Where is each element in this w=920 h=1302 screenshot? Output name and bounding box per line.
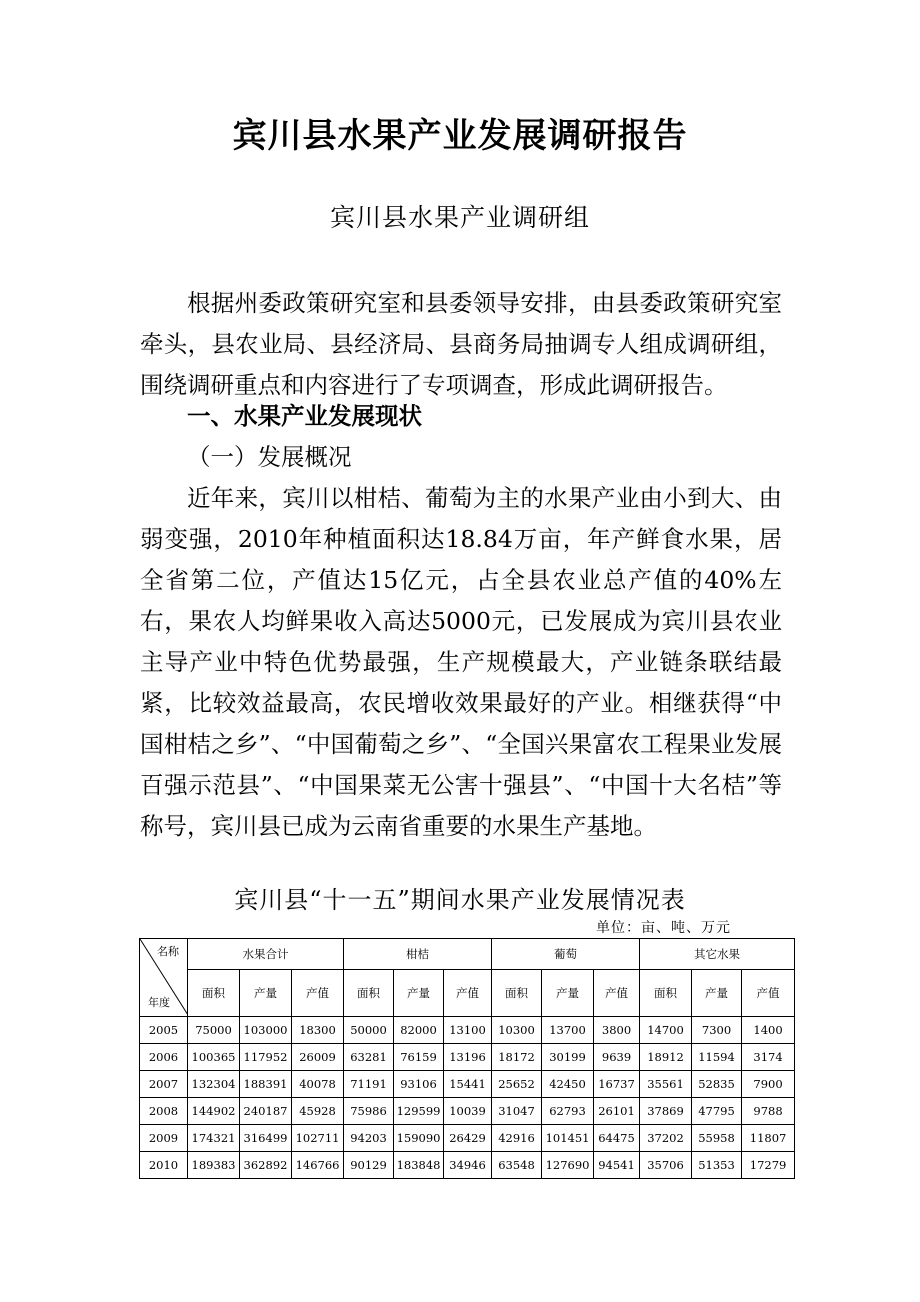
value-cell: 10300: [492, 1017, 542, 1044]
value-cell: 103000: [240, 1017, 292, 1044]
subcol-header: 产量: [240, 970, 292, 1017]
value-cell: 63548: [492, 1152, 542, 1179]
value-cell: 51353: [692, 1152, 742, 1179]
value-cell: 240187: [240, 1098, 292, 1125]
value-cell: 188391: [240, 1071, 292, 1098]
value-cell: 76159: [394, 1044, 444, 1071]
value-cell: 13100: [444, 1017, 492, 1044]
value-cell: 144902: [188, 1098, 240, 1125]
table-unit: 单位：亩、吨、万元: [596, 920, 731, 936]
value-cell: 1400: [742, 1017, 795, 1044]
value-cell: 30199: [542, 1044, 594, 1071]
value-cell: 3800: [594, 1017, 640, 1044]
value-cell: 16737: [594, 1071, 640, 1098]
value-cell: 11807: [742, 1125, 795, 1152]
value-cell: 25652: [492, 1071, 542, 1098]
table-row: [140, 1098, 795, 1125]
value-cell: 7900: [742, 1071, 795, 1098]
value-cell: 50000: [344, 1017, 394, 1044]
year-cell: 2006: [140, 1044, 188, 1071]
value-cell: 9788: [742, 1098, 795, 1125]
value-cell: 10039: [444, 1098, 492, 1125]
table-header-row: [140, 939, 795, 970]
value-cell: 132304: [188, 1071, 240, 1098]
subcol-header: 面积: [344, 970, 394, 1017]
table-row: [140, 1152, 795, 1179]
section-heading: 一、水果产业发展现状: [187, 402, 422, 430]
table-row: [140, 1044, 795, 1071]
value-cell: 159090: [394, 1125, 444, 1152]
year-cell: 2008: [140, 1098, 188, 1125]
table-row: [140, 1125, 795, 1152]
report-author: 宾川县水果产业调研组: [329, 203, 590, 232]
value-cell: 35706: [640, 1152, 692, 1179]
value-cell: 75986: [344, 1098, 394, 1125]
value-cell: 52835: [692, 1071, 742, 1098]
value-cell: 18300: [292, 1017, 344, 1044]
subcol-header: 产量: [692, 970, 742, 1017]
value-cell: 75000: [188, 1017, 240, 1044]
fruit-data-table: [139, 938, 795, 1179]
corner-label-year: 年度: [148, 996, 170, 1009]
table-corner-cell: [140, 939, 188, 1017]
value-cell: 26429: [444, 1125, 492, 1152]
value-cell: 13196: [444, 1044, 492, 1071]
value-cell: 26101: [594, 1098, 640, 1125]
value-cell: 189383: [188, 1152, 240, 1179]
subcol-header: 产值: [594, 970, 640, 1017]
value-cell: 64475: [594, 1125, 640, 1152]
value-cell: 62793: [542, 1098, 594, 1125]
value-cell: 55958: [692, 1125, 742, 1152]
value-cell: 183848: [394, 1152, 444, 1179]
group-header: 柑桔: [344, 939, 492, 970]
value-cell: 47795: [692, 1098, 742, 1125]
value-cell: 82000: [394, 1017, 444, 1044]
value-cell: 42916: [492, 1125, 542, 1152]
value-cell: 63281: [344, 1044, 394, 1071]
year-cell: 2009: [140, 1125, 188, 1152]
value-cell: 15441: [444, 1071, 492, 1098]
group-header: 葡萄: [492, 939, 640, 970]
value-cell: 34946: [444, 1152, 492, 1179]
report-title: 宾川县水果产业发展调研报告: [232, 116, 688, 156]
value-cell: 94203: [344, 1125, 394, 1152]
value-cell: 7300: [692, 1017, 742, 1044]
year-cell: 2007: [140, 1071, 188, 1098]
value-cell: 13700: [542, 1017, 594, 1044]
value-cell: 90129: [344, 1152, 394, 1179]
value-cell: 94541: [594, 1152, 640, 1179]
value-cell: 18172: [492, 1044, 542, 1071]
group-header: 其它水果: [640, 939, 795, 970]
subcol-header: 产量: [394, 970, 444, 1017]
value-cell: 17279: [742, 1152, 795, 1179]
value-cell: 35561: [640, 1071, 692, 1098]
value-cell: 117952: [240, 1044, 292, 1071]
subcol-header: 产值: [444, 970, 492, 1017]
value-cell: 31047: [492, 1098, 542, 1125]
value-cell: 127690: [542, 1152, 594, 1179]
year-cell: 2010: [140, 1152, 188, 1179]
group-header: 水果合计: [188, 939, 344, 970]
table-row: [140, 1071, 795, 1098]
value-cell: 3174: [742, 1044, 795, 1071]
overview-paragraph: 近年来，宾川以柑桔、葡萄为主的水果产业由小到大、由弱变强，2010年种植面积达18.84万亩，年产鲜食水果，居全省第二位，产值达15亿元，占全县农业总产值的40%左右，果农人均鲜果收入高达5000元，已发展成为宾川县农业主导产业中特色优势最强，生产规模最大，产业链条联结最紧，比较效益最高，农民增收效果最好的产业。相继获得“中国柑桔之乡”、“中国葡萄之乡”、“全国兴果富农工程果业发展百强示范县”、“中国果菜无公害十强县”、“中国十大名桔”等称号，宾川县已成为云南省重要的水果生产基地。: [140, 484, 782, 840]
intro-paragraph: 根据州委政策研究室和县委领导安排，由县委政策研究室牵头，县农业局、县经济局、县商务局抽调专人组成调研组，围绕调研重点和内容进行了专项调查，形成此调研报告。: [140, 289, 782, 399]
value-cell: 316499: [240, 1125, 292, 1152]
value-cell: 146766: [292, 1152, 344, 1179]
table-body: [140, 1017, 795, 1179]
value-cell: 14700: [640, 1017, 692, 1044]
value-cell: 42450: [542, 1071, 594, 1098]
subcol-header: 产量: [542, 970, 594, 1017]
subcol-header: 面积: [188, 970, 240, 1017]
subcol-header: 面积: [492, 970, 542, 1017]
value-cell: 9639: [594, 1044, 640, 1071]
corner-label-name: 名称: [157, 945, 179, 958]
value-cell: 101451: [542, 1125, 594, 1152]
value-cell: 37202: [640, 1125, 692, 1152]
value-cell: 102711: [292, 1125, 344, 1152]
table-title: 宾川县“十一五”期间水果产业发展情况表: [234, 886, 686, 914]
value-cell: 362892: [240, 1152, 292, 1179]
subcol-header: 产值: [742, 970, 795, 1017]
subcol-header: 面积: [640, 970, 692, 1017]
value-cell: 71191: [344, 1071, 394, 1098]
value-cell: 45928: [292, 1098, 344, 1125]
value-cell: 40078: [292, 1071, 344, 1098]
value-cell: 37869: [640, 1098, 692, 1125]
subcol-header: 产值: [292, 970, 344, 1017]
value-cell: 18912: [640, 1044, 692, 1071]
value-cell: 26009: [292, 1044, 344, 1071]
table-subheader-row: [140, 970, 795, 1017]
value-cell: 100365: [188, 1044, 240, 1071]
value-cell: 93106: [394, 1071, 444, 1098]
value-cell: 129599: [394, 1098, 444, 1125]
value-cell: 174321: [188, 1125, 240, 1152]
table-row: [140, 1017, 795, 1044]
value-cell: 11594: [692, 1044, 742, 1071]
subsection-heading: （一）发展概况: [187, 443, 352, 471]
year-cell: 2005: [140, 1017, 188, 1044]
